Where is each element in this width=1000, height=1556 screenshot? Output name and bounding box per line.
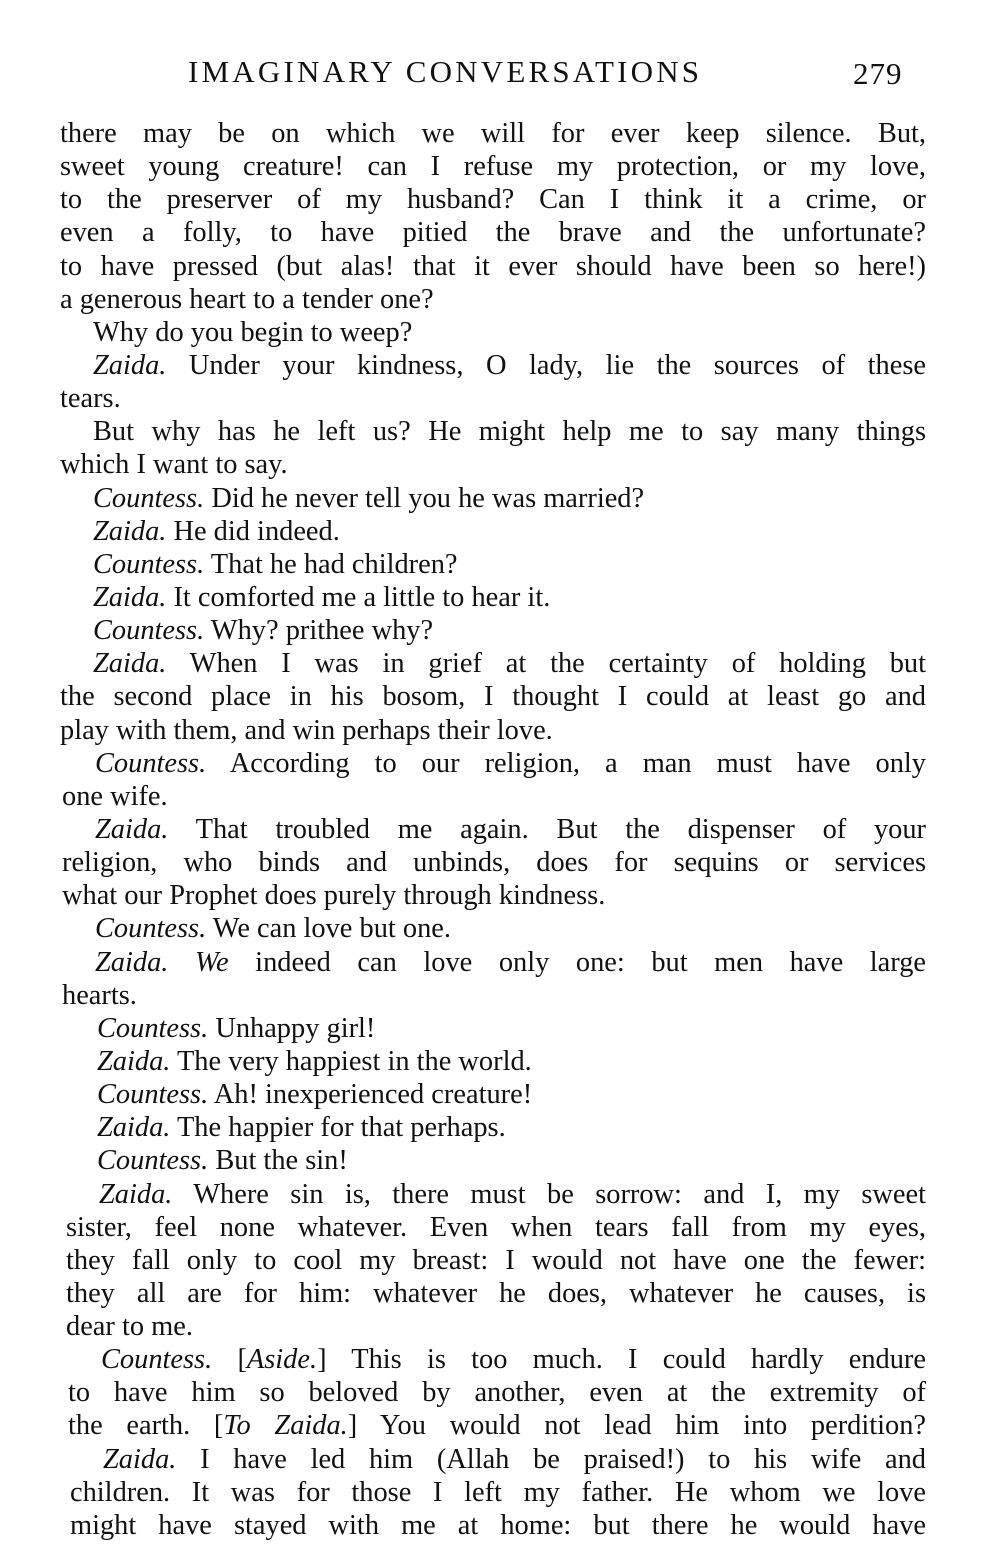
- text-run: Unhappy girl!: [208, 1012, 376, 1044]
- italic-text: Countess.: [95, 913, 207, 945]
- italic-text: Zaida.: [93, 581, 167, 613]
- text-line: [64, 1045, 926, 1078]
- text-run: indeed can love only one: but men have large: [228, 946, 926, 978]
- italic-text: To Zaida.: [223, 1410, 348, 1442]
- italic-text: Zaida.: [97, 1045, 171, 1077]
- text-run: what our Prophet does purely through kindness.: [62, 880, 606, 912]
- text-run: to have pressed (but alas! that it ever should have been so here!): [60, 250, 926, 282]
- text-run: It comforted me a little to hear it.: [166, 581, 551, 613]
- text-line: [60, 250, 926, 283]
- text-line: [68, 1376, 926, 1409]
- text-run: According to our religion, a man must have only: [206, 747, 926, 779]
- text-line: [60, 283, 926, 316]
- italic-text: Zaida.: [93, 648, 167, 680]
- text-run: dear to me.: [66, 1311, 193, 1343]
- text-line: [62, 747, 926, 780]
- text-line: [60, 382, 926, 415]
- text-line: [62, 979, 926, 1012]
- text-run: hearts.: [62, 979, 137, 1011]
- italic-text: Zaida.: [93, 349, 167, 381]
- text-line: [66, 1211, 926, 1244]
- text-line: [62, 780, 926, 813]
- text-run: Why? prithee why?: [204, 615, 434, 647]
- italic-text: Countess.: [101, 1344, 213, 1376]
- text-line: [66, 1178, 926, 1211]
- text-run: the earth. [: [68, 1410, 224, 1442]
- text-line: [60, 415, 926, 448]
- text-run: ] You would not lead him into perdition?: [347, 1410, 927, 1442]
- text-run: But why has he left us? He might help me to say many things: [93, 416, 926, 448]
- text-line: [60, 349, 926, 382]
- italic-text: Zaida.: [95, 813, 169, 845]
- text-run: When I was in grief at the certainty of holding but: [166, 648, 926, 680]
- text-run: [168, 947, 195, 978]
- text-line: [60, 515, 926, 548]
- text-run: they all are for him: whatever he does, whatever he causes, is: [66, 1277, 926, 1309]
- text-line: [60, 614, 926, 647]
- text-line: [64, 1012, 926, 1045]
- text-run: Where sin is, there must be sorrow: and I, my sweet: [172, 1178, 926, 1210]
- text-line: [60, 316, 926, 349]
- text-run: Why do you begin to weep?: [93, 316, 413, 348]
- text-line: [60, 117, 926, 150]
- text-run: Under your kindness, O lady, lie the sources of these: [166, 349, 926, 381]
- text-line: [64, 1111, 926, 1144]
- text-line: [60, 581, 926, 614]
- page-header: [0, 54, 1000, 100]
- text-run: tears.: [60, 383, 121, 415]
- text-run: play with them, and win perhaps their love.: [60, 714, 553, 746]
- body-text: [60, 117, 926, 1542]
- text-run: The happier for that perhaps.: [170, 1112, 506, 1144]
- text-line: [68, 1343, 926, 1376]
- text-line: [60, 183, 926, 216]
- text-run: We can love but one.: [206, 913, 451, 945]
- italic-text: Countess.: [95, 747, 207, 779]
- italic-text: Zaida.: [103, 1443, 177, 1475]
- text-run: there may be on which we will for ever keep silence. But,: [60, 118, 926, 149]
- text-run: might have stayed with me at home: but there he would have: [70, 1509, 926, 1541]
- text-line: [70, 1509, 926, 1542]
- text-run: to have him so beloved by another, even at the extremity of: [68, 1377, 926, 1409]
- text-line: [60, 482, 926, 515]
- text-line: [62, 813, 926, 846]
- text-line: [68, 1409, 926, 1442]
- text-line: [60, 448, 926, 481]
- text-line: [60, 216, 926, 249]
- italic-text: Zaida.: [95, 946, 169, 978]
- text-run: sister, feel none whatever. Even when tears fall from my eyes,: [66, 1211, 926, 1243]
- italic-text: Zaida.: [97, 1112, 171, 1144]
- running-head: IMAGINARY CONVERSATIONS: [188, 54, 703, 89]
- text-line: [64, 1078, 926, 1111]
- text-run: [: [212, 1344, 247, 1376]
- text-line: [62, 946, 926, 979]
- text-run: children. It was for those I left my father. He whom we love: [70, 1476, 926, 1508]
- text-run: religion, who binds and unbinds, does for sequins or services: [62, 847, 926, 879]
- text-line: [66, 1277, 926, 1310]
- text-run: the second place in his bosom, I thought I could at least go and: [60, 681, 926, 713]
- text-line: [62, 879, 926, 912]
- italic-text: Countess.: [97, 1145, 209, 1177]
- italic-text: Countess.: [93, 615, 205, 647]
- text-line: [60, 647, 926, 680]
- text-run: a generous heart to a tender one?: [60, 283, 434, 315]
- italic-text: Countess.: [97, 1079, 209, 1111]
- text-run: Did he never tell you he was married?: [204, 482, 645, 514]
- text-run: to the preserver of my husband? Can I think it a crime, or: [60, 184, 926, 216]
- text-run: Ah! inexperienced creature!: [208, 1079, 533, 1111]
- text-run: which I want to say.: [60, 449, 288, 481]
- italic-text: We: [194, 946, 229, 978]
- text-line: [66, 1244, 926, 1277]
- text-line: [60, 150, 926, 183]
- text-run: That he had children?: [204, 548, 458, 580]
- text-line: [60, 680, 926, 713]
- italic-text: Aside.: [246, 1344, 318, 1376]
- text-run: one wife.: [62, 780, 168, 812]
- italic-text: Countess.: [93, 548, 205, 580]
- text-line: [60, 714, 926, 747]
- text-line: [70, 1476, 926, 1509]
- text-run: He did indeed.: [166, 515, 340, 547]
- text-line: [70, 1443, 926, 1476]
- text-run: The very happiest in the world.: [170, 1045, 532, 1077]
- italic-text: Countess.: [93, 482, 205, 514]
- text-line: [62, 912, 926, 945]
- text-run: sweet young creature! can I refuse my protection, or my love,: [60, 151, 926, 183]
- text-run: I have led him (Allah be praised!) to his wife and: [176, 1443, 926, 1475]
- text-run: they fall only to cool my breast: I would not have one the fewer:: [66, 1244, 926, 1276]
- text-line: [62, 846, 926, 879]
- text-run: That troubled me again. But the dispenser of your: [168, 813, 926, 845]
- italic-text: Countess.: [97, 1012, 209, 1044]
- text-run: even a folly, to have pitied the brave and the unfortunate?: [60, 217, 926, 249]
- text-run: ] This is too much. I could hardly endure: [317, 1344, 926, 1376]
- text-line: [60, 548, 926, 581]
- italic-text: Zaida.: [93, 515, 167, 547]
- text-run: But the sin!: [208, 1145, 348, 1177]
- italic-text: Zaida.: [99, 1178, 173, 1210]
- text-line: [64, 1144, 926, 1177]
- text-line: [66, 1310, 926, 1343]
- page-number: 279: [853, 56, 903, 91]
